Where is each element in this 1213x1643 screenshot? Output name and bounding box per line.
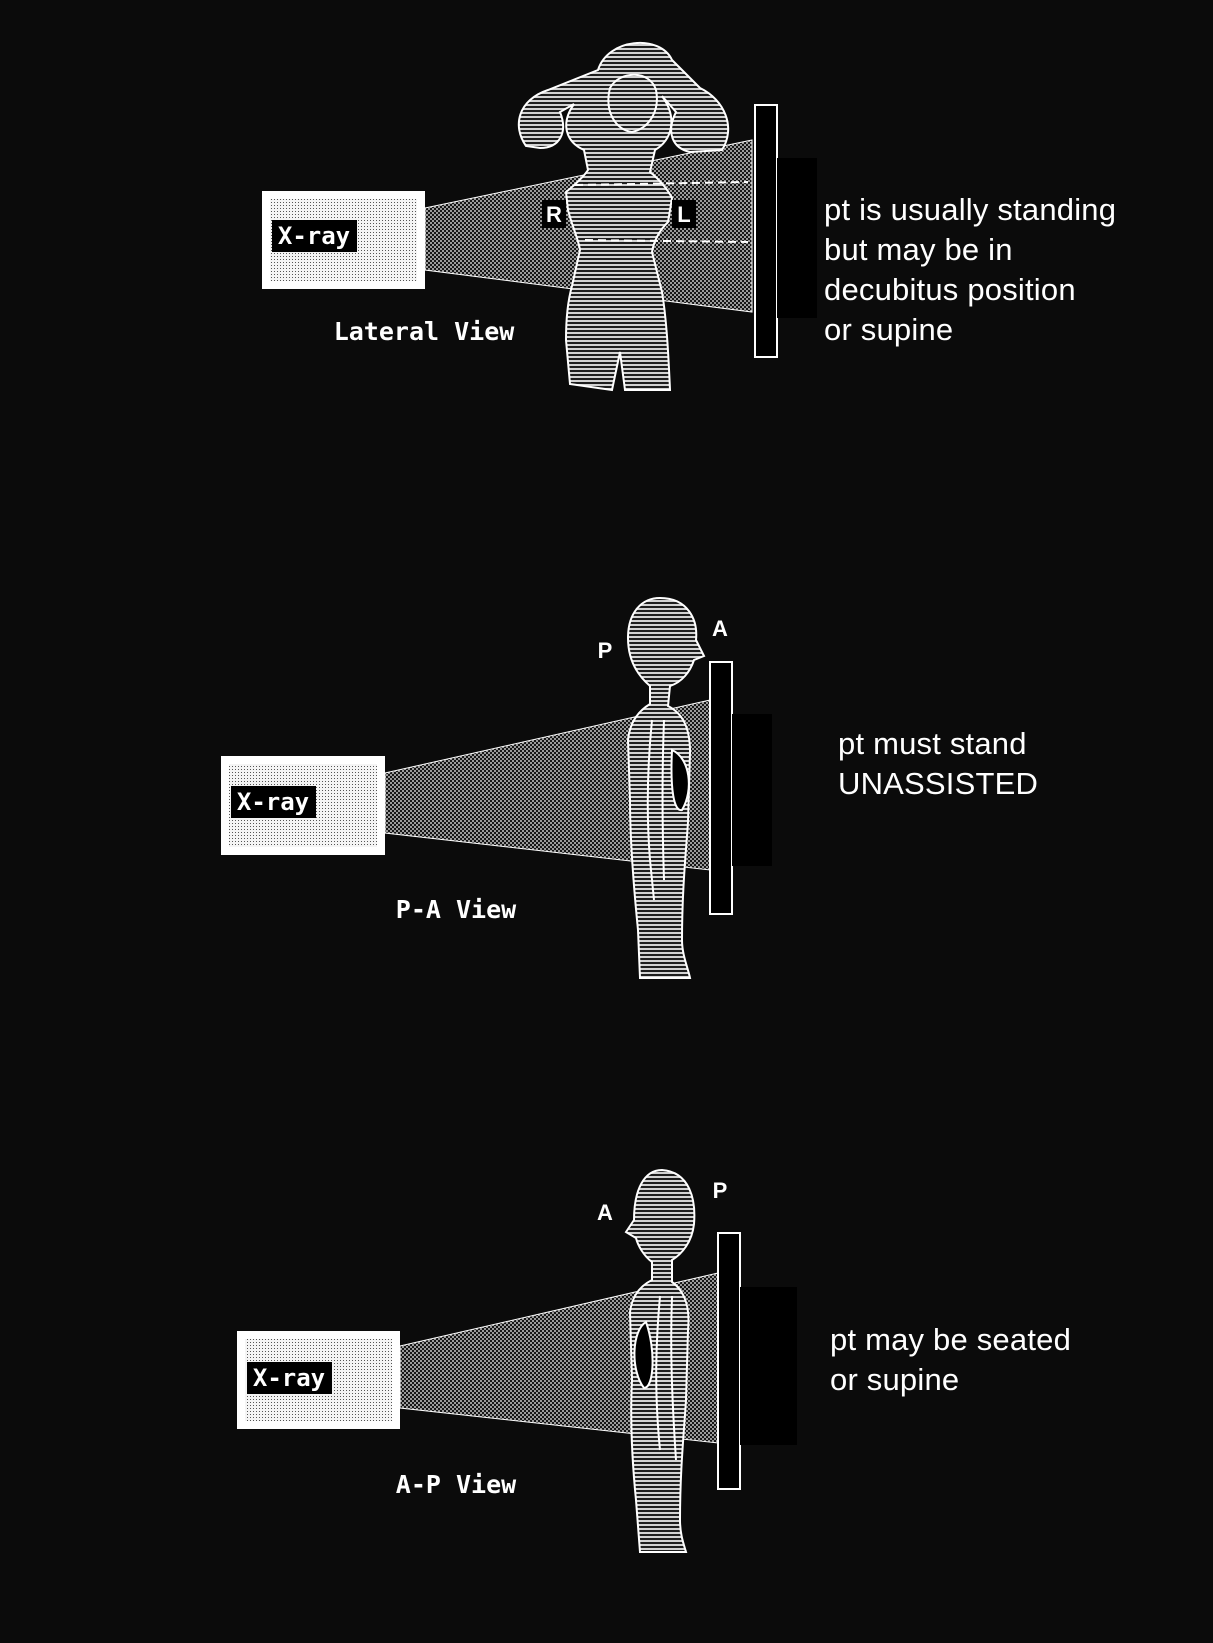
xray-source-box [262,191,425,289]
panel-pa [221,598,772,978]
side-label-posterior: P [712,1178,728,1203]
note-pa: pt must stand UNASSISTED [838,726,1039,801]
xray-source-box [221,756,385,855]
view-label: Lateral View [333,317,515,346]
note-ap: pt may be seated or supine [830,1322,1072,1397]
detector-plate [755,105,777,357]
panel-ap [237,1170,797,1552]
side-label-posterior: P [597,638,613,663]
view-label: A-P View [395,1470,517,1499]
xray-source-label: X-ray [252,1364,326,1392]
side-label-right: R [546,202,562,227]
xray-source-box [237,1331,400,1429]
detector-plate [718,1233,740,1489]
detector-plate [710,662,732,914]
panel-lateral [262,43,817,390]
view-label: P-A View [395,895,517,924]
note-lateral: pt is usually standing but may be in decubitus position or supine [824,192,1117,347]
xray-source-label: X-ray [236,788,310,816]
side-label-anterior: A [597,1200,613,1225]
redaction-block [740,1287,797,1445]
redaction-block [732,714,772,866]
redaction-block [777,158,817,318]
xray-source-label: X-ray [277,222,351,250]
side-label-left: L [677,202,691,227]
side-label-anterior: A [712,616,728,641]
